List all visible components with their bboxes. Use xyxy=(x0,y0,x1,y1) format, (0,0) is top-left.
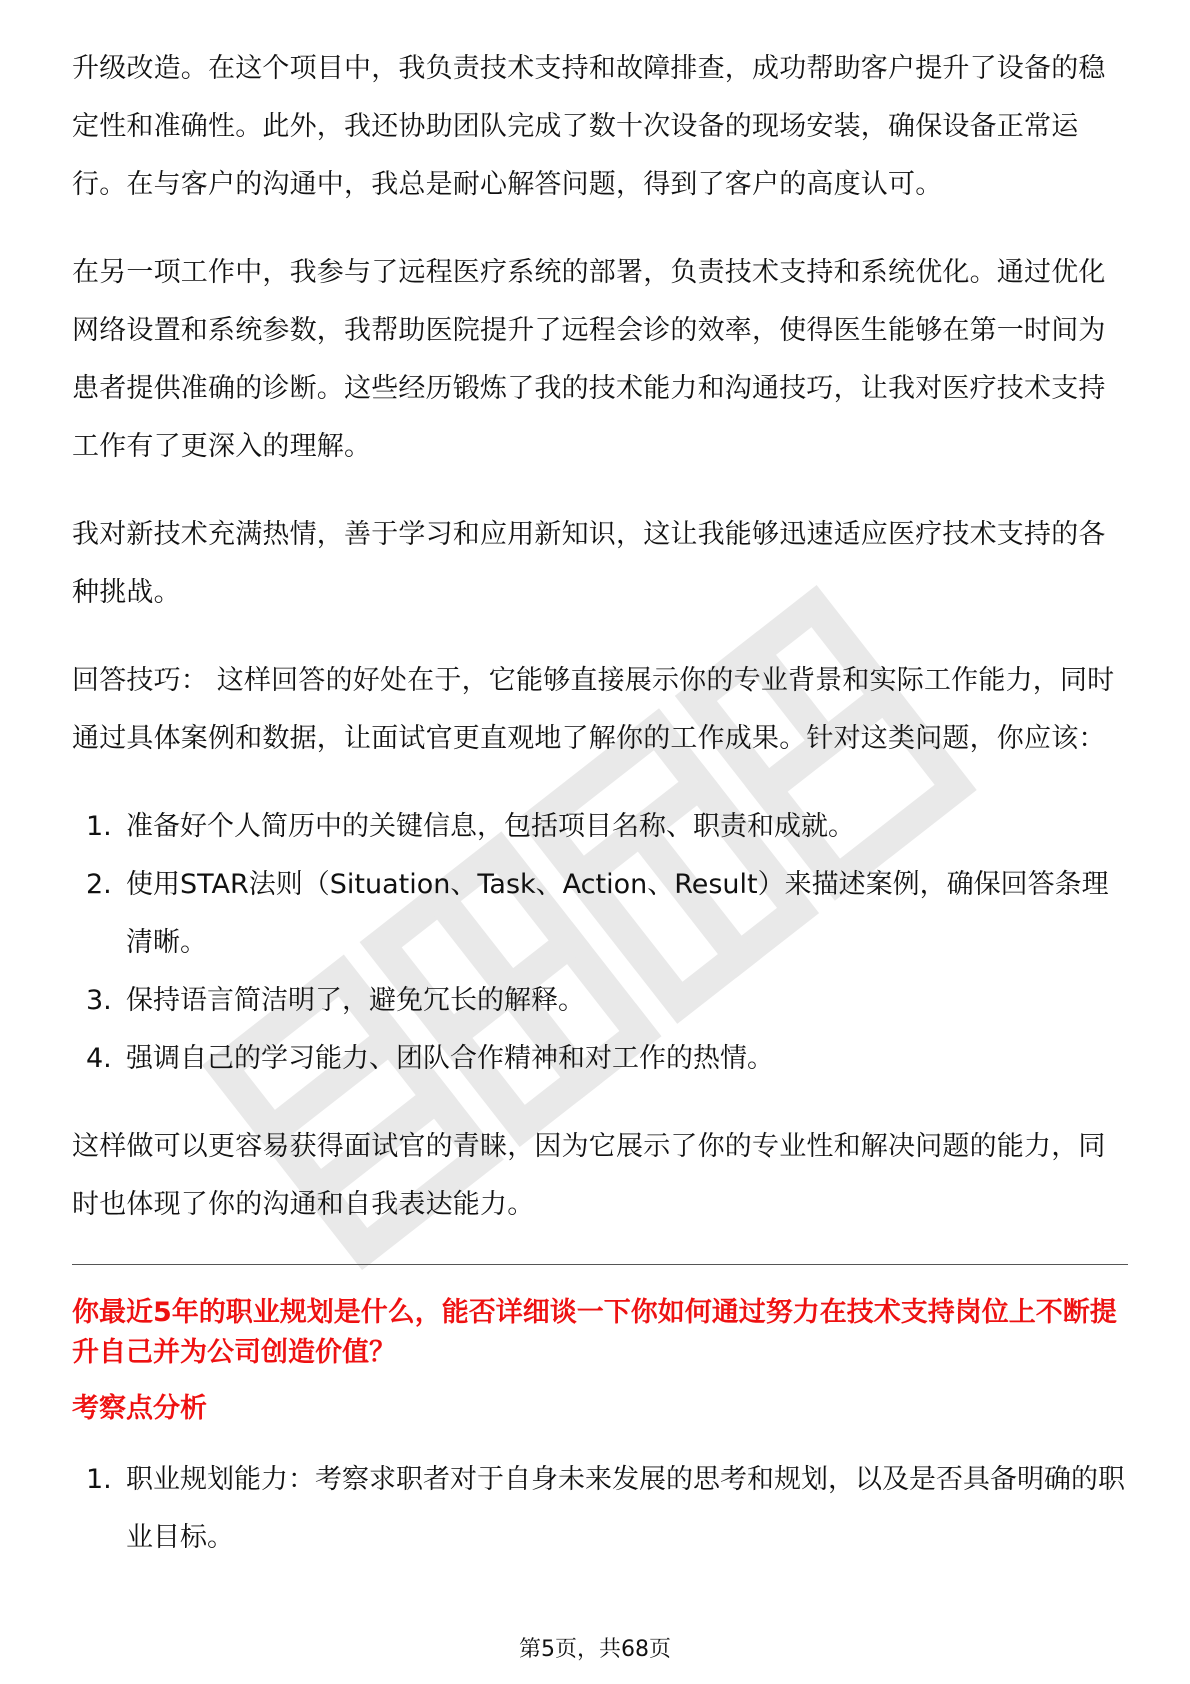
analysis-list xyxy=(72,1451,1128,1567)
interview-question: 你最近5年的职业规划是什么，能否详细谈一下你如何通过努力在技术支持岗位上不断提升自己并为公司创造价值？ xyxy=(72,1297,1117,1368)
section-divider xyxy=(72,1264,1128,1265)
list-item: 2. 使用STAR法则（Situation、Task、Action、Result）来描述案例，确保回答条理清晰。 xyxy=(86,869,1109,958)
list-item: 3. 保持语言简洁明了，避免冗长的解释。 xyxy=(86,985,585,1016)
list-item: 1. 职业规划能力：考察求职者对于自身未来发展的思考和规划，以及是否具备明确的职业目标。 xyxy=(86,1464,1125,1553)
paragraph-remote-medical: 在另一项工作中，我参与了远程医疗系统的部署，负责技术支持和系统优化。通过优化网络设置和系统参数，我帮助医院提升了远程会诊的效率，使得医生能够在第一时间为患者提供准确的诊断。这些经历锻炼了我的技术能力和沟通技巧，让我对医疗技术支持工作有了更深入的理解。 xyxy=(72,257,1106,462)
paragraph-enthusiasm: 我对新技术充满热情，善于学习和应用新知识，这让我能够迅速适应医疗技术支持的各种挑战。 xyxy=(72,519,1106,608)
page-footer: 第5页，共68页 xyxy=(519,1637,671,1662)
list-item: 1. 准备好个人简历中的关键信息，包括项目名称、职责和成就。 xyxy=(86,811,855,842)
paragraph-answer-tips: 回答技巧： 这样回答的好处在于，它能够直接展示你的专业背景和实际工作能力，同时通过具体案例和数据，让面试官更直观地了解你的工作成果。针对这类问题，你应该： xyxy=(72,665,1115,754)
document-page xyxy=(72,40,1128,1597)
paragraph-closing: 这样做可以更容易获得面试官的青睐，因为它展示了你的专业性和解决问题的能力，同时也体现了你的沟通和自我表达能力。 xyxy=(72,1131,1106,1220)
paragraph-project-experience: 升级改造。在这个项目中，我负责技术支持和故障排查，成功帮助客户提升了设备的稳定性和准确性。此外，我还协助团队完成了数十次设备的现场安装，确保设备正常运行。在与客户的沟通中，我总是耐心解答问题，得到了客户的高度认可。 xyxy=(72,53,1106,200)
analysis-heading: 考察点分析 xyxy=(72,1393,207,1424)
list-item: 4. 强调自己的学习能力、团队合作精神和对工作的热情。 xyxy=(86,1043,774,1074)
tips-list xyxy=(72,798,1128,1088)
